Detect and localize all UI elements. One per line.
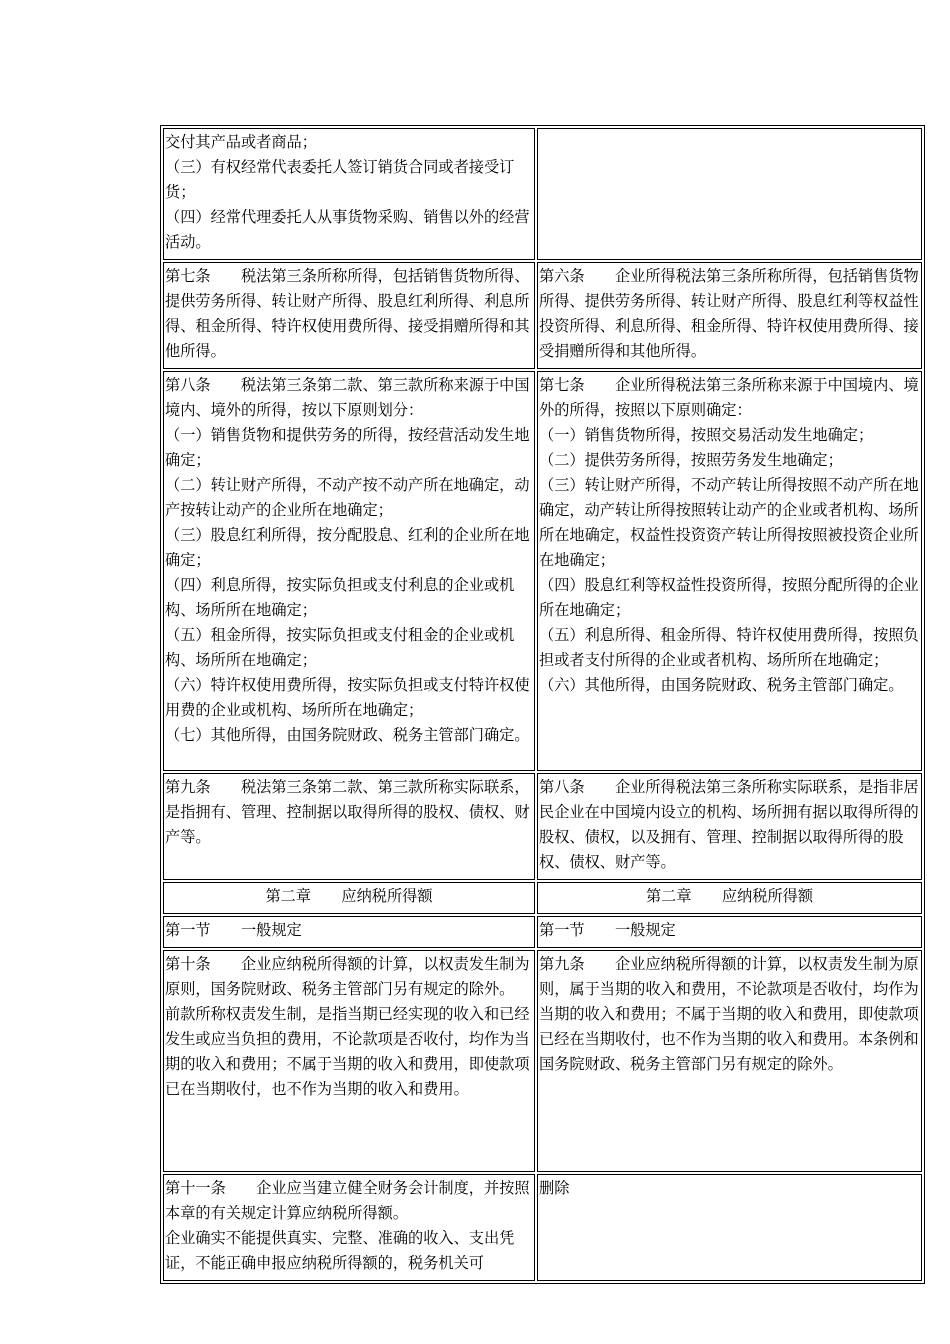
chapter-heading-right: 第二章 应纳税所得额 [537, 882, 922, 914]
comparison-table [160, 125, 925, 1284]
clause-text: （七）其他所得，由国务院财政、税务主管部门确定。 [165, 726, 530, 744]
clause-text: （五）租金所得，按实际负担或支付租金的企业或机构、场所所在地确定； [165, 626, 515, 669]
table-row [163, 950, 922, 1172]
chapter-row [163, 882, 922, 948]
left-cell [163, 1174, 535, 1281]
clause-text: 前款所称权责发生制，是指当期已经实现的收入和已经发生或应当负担的费用，不论款项是否收付，均作为当期的收入和费用；不属于当期的收入和费用，即使款项已在当期收付，也不作为当期的收入和费用。 [165, 1005, 530, 1098]
clause-text: （一）销售货物和提供劳务的所得，按经营活动发生地确定； [165, 426, 530, 469]
table-row [163, 1174, 922, 1281]
right-cell [537, 371, 922, 771]
right-cell [537, 262, 922, 369]
left-cell [163, 950, 535, 1172]
table-row [163, 262, 922, 369]
clause-text: 第七条 企业所得税法第三条所称来源于中国境内、境外的所得，按照以下原则确定： [539, 376, 919, 419]
left-cell [163, 371, 535, 771]
table-body-top [163, 128, 922, 880]
section-heading-right: 第一节 一般规定 [537, 916, 922, 948]
clause-text: 交付其产品或者商品； [165, 133, 317, 151]
clause-text: （一）销售货物所得，按照交易活动发生地确定； [539, 426, 874, 444]
chapter-heading-left: 第二章 应纳税所得额 [163, 882, 535, 914]
clause-text: （四）经常代理委托人从事货物采购、销售以外的经营活动。 [165, 208, 530, 251]
clause-text: 第八条 企业所得税法第三条所称实际联系，是指非居民企业在中国境内设立的机构、场所拥有据以取得所得的股权、债权，以及拥有、管理、控制据以取得所得的股权、债权、财产等。 [539, 778, 919, 871]
table-body-bottom [163, 950, 922, 1281]
clause-text: 第八条 税法第三条第二款、第三款所称来源于中国境内、境外的所得，按以下原则划分： [165, 376, 530, 419]
clause-text: 第九条 税法第三条第二款、第三款所称实际联系，是指拥有、管理、控制据以取得所得的股权、债权、财产等。 [165, 778, 530, 846]
left-cell [163, 262, 535, 369]
clause-text: （四）利息所得，按实际负担或支付利息的企业或机构、场所所在地确定； [165, 576, 515, 619]
right-cell [537, 773, 922, 880]
clause-text: 第十一条 企业应当建立健全财务会计制度，并按照本章的有关规定计算应纳税所得额。 [165, 1179, 530, 1222]
clause-text: （六）特许权使用费所得，按实际负担或支付特许权使用费的企业或机构、场所所在地确定； [165, 676, 530, 719]
clause-text: 第十条 企业应纳税所得额的计算，以权责发生制为原则，国务院财政、税务主管部门另有规定的除外。 [165, 955, 530, 998]
right-cell [537, 1174, 922, 1281]
table-row [163, 371, 922, 771]
table-row [163, 773, 922, 880]
clause-text: （四）股息红利等权益性投资所得，按照分配所得的企业所在地确定； [539, 576, 919, 619]
right-cell [537, 950, 922, 1172]
clause-text: （五）利息所得、租金所得、特许权使用费所得，按照负担或者支付所得的企业或者机构、场所所在地确定； [539, 626, 919, 669]
clause-text: 企业确实不能提供真实、完整、准确的收入、支出凭证，不能正确申报应纳税所得额的，税务机关可 [165, 1229, 515, 1272]
clause-text: 第九条 企业应纳税所得额的计算，以权责发生制为原则，属于当期的收入和费用，不论款项是否收付，均作为当期的收入和费用；不属于当期的收入和费用，即使款项已经在当期收付，也不作为当期的收入和费用。本条例和国务院财政、税务主管部门另有规定的除外。 [539, 955, 919, 1073]
clause-text: （三）有权经常代表委托人签订销货合同或者接受订货； [165, 158, 515, 201]
right-cell [537, 128, 922, 260]
clause-text: （六）其他所得，由国务院财政、税务主管部门确定。 [539, 676, 904, 694]
left-cell [163, 128, 535, 260]
clause-text: （二）转让财产所得，不动产按不动产所在地确定，动产按转让动产的企业所在地确定； [165, 476, 530, 519]
clause-text: （三）转让财产所得，不动产转让所得按照不动产所在地确定，动产转让所得按照转让动产的企业或者机构、场所所在地确定，权益性投资资产转让所得按照被投资企业所在地确定； [539, 476, 919, 569]
clause-text: 第六条 企业所得税法第三条所称所得，包括销售货物所得、提供劳务所得、转让财产所得、股息红利等权益性投资所得、利息所得、租金所得、特许权使用费所得、接受捐赠所得和其他所得。 [539, 267, 919, 360]
clause-text: （二）提供劳务所得，按照劳务发生地确定； [539, 451, 843, 469]
section-heading-left: 第一节 一般规定 [163, 916, 535, 948]
left-cell [163, 773, 535, 880]
clause-text: 第七条 税法第三条所称所得，包括销售货物所得、提供劳务所得、转让财产所得、股息红利所得、利息所得、租金所得、特许权使用费所得、接受捐赠所得和其他所得。 [165, 267, 530, 360]
table-row [163, 128, 922, 260]
clause-text: （三）股息红利所得，按分配股息、红利的企业所在地确定； [165, 526, 530, 569]
clause-text: 删除 [539, 1179, 570, 1197]
